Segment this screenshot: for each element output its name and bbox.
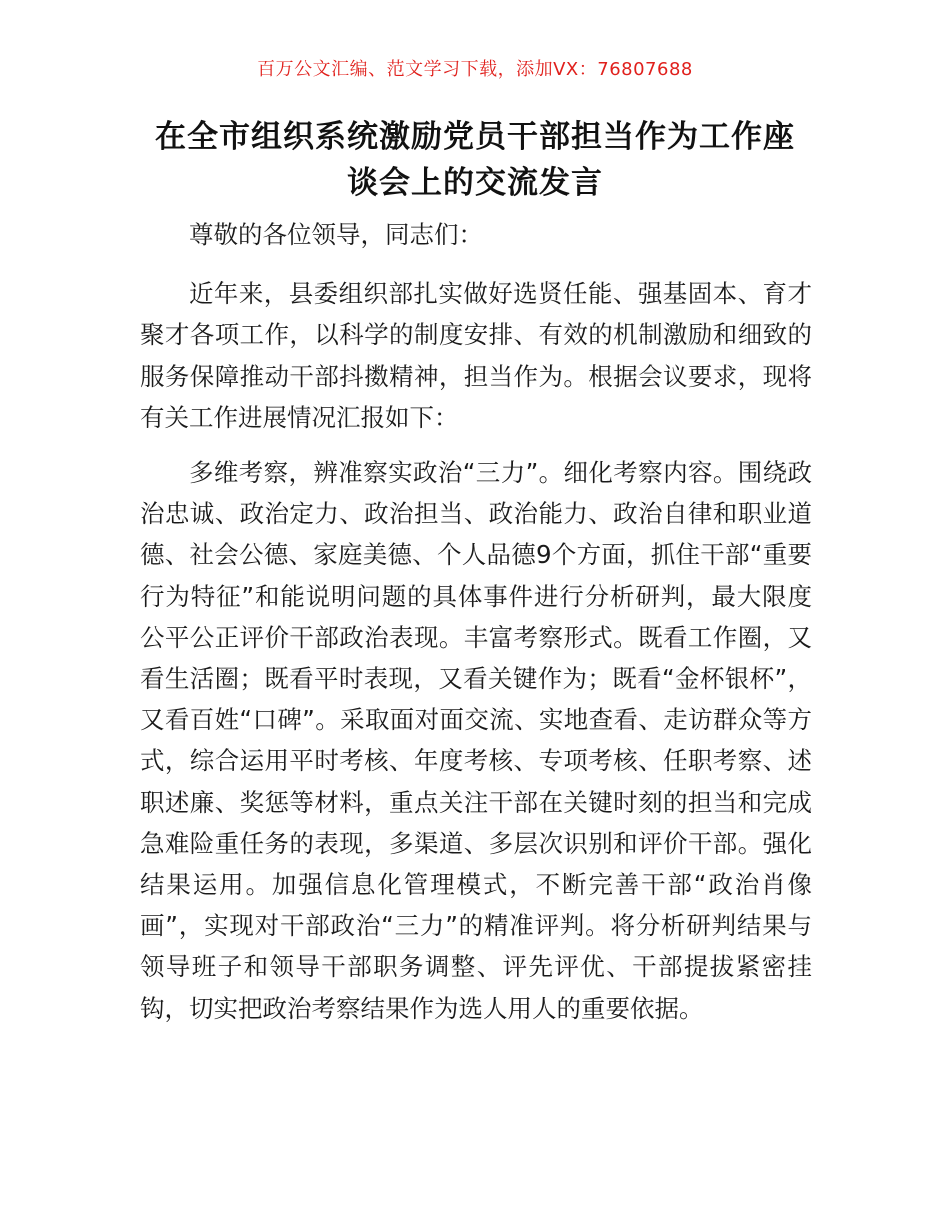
document-title — [140, 114, 810, 206]
section-paragraph-political-inspection: 多维考察，辨准察实政治“三力”。细化考察内容。围绕政治忠诚、政治定力、政治担当、政治能力、政治自律和职业道德、社会公德、家庭美德、个人品德9个方面，抓住干部“重要行为特征”和能说明问题的具体事件进行分析研判，最大限度公平公正评价干部政治表现。丰富考察形式。既看工作圈，又看生活圈；既看平时表现，又看关键作为；既看“金杯银杯”，又看百姓“口碑”。采取面对面交流、实地查看、走访群众等方式，综合运用平时考核、年度考核、专项考核、任职考察、述职述廉、奖惩等材料，重点关注干部在关键时刻的担当和完成急难险重任务的表现，多渠道、多层次识别和评价干部。强化结果运用。加强信息化管理模式，不断完善干部“政治肖像画”，实现对干部政治“三力”的精准评判。将分析研判结果与领导班子和领导干部职务调整、评先评优、干部提拔紧密挂钩，切实把政治考察结果作为选人用人的重要依据。 — [140, 458, 812, 1023]
header-promo-note: 百万公文汇编、范文学习下载，添加VX：76807688 — [257, 59, 693, 80]
document-body — [140, 214, 812, 1035]
document-title-line-1: 在全市组织系统激励党员干部担当作为工作座 — [155, 119, 795, 155]
intro-paragraph: 近年来，县委组织部扎实做好选贤任能、强基固本、育才聚才各项工作，以科学的制度安排、有效的机制激励和细致的服务保障推动干部抖擞精神，担当作为。根据会议要求，现将有关工作进展情况汇报如下： — [140, 279, 812, 432]
salutation-paragraph: 尊敬的各位领导，同志们： — [189, 220, 483, 249]
document-title-line-2: 谈会上的交流发言 — [347, 165, 603, 201]
